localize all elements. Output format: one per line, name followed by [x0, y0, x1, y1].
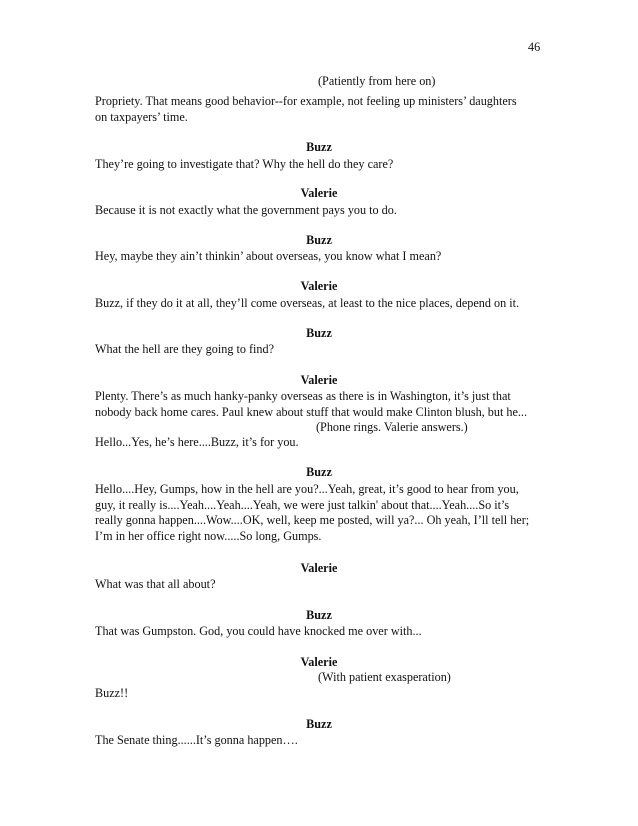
dialogue-line: Propriety. That means good behavior--for example, not feeling up ministers’ daughters — [95, 94, 517, 108]
dialogue-line: What was that all about? — [95, 577, 216, 591]
speaker-name: Buzz — [306, 717, 332, 731]
dialogue-line: Hello...Yes, he’s here....Buzz, it’s for you. — [95, 435, 299, 449]
dialogue-line: Buzz!! — [95, 686, 129, 700]
speaker-name: Valerie — [300, 655, 338, 669]
speaker-name: Buzz — [306, 140, 332, 154]
dialogue-line: Hello....Hey, Gumps, how in the hell are you?...Yeah, great, it’s good to hear from you, — [95, 482, 519, 496]
speaker-name: Valerie — [300, 561, 338, 575]
dialogue-text — [95, 435, 555, 451]
dialogue-text — [95, 577, 555, 593]
dialogue-line: They’re going to investigate that? Why the hell do they care? — [95, 157, 394, 171]
dialogue-line: Because it is not exactly what the government pays you to do. — [95, 203, 397, 217]
speaker-name: Valerie — [300, 186, 338, 200]
dialogue-line: really gonna happen....Wow....OK, well, keep me posted, will ya?... Oh yeah, I’ll tell her; — [95, 513, 530, 528]
page-number: 46 — [528, 40, 541, 54]
dialogue-text — [95, 203, 555, 219]
parenthetical: (With patient exasperation) — [318, 670, 451, 684]
dialogue-line: What the hell are they going to find? — [95, 342, 275, 356]
dialogue-text — [95, 296, 555, 312]
parenthetical: (Patiently from here on) — [318, 74, 436, 88]
parenthetical: (Phone rings. Valerie answers.) — [316, 420, 468, 434]
dialogue-text — [95, 482, 555, 544]
dialogue-text — [95, 733, 555, 749]
dialogue-line: The Senate thing......It’s gonna happen…. — [95, 733, 298, 747]
speaker-name: Valerie — [300, 279, 338, 293]
dialogue-text — [95, 157, 555, 173]
dialogue-line: I’m in her office right now.....So long, Gumps. — [95, 528, 322, 543]
dialogue-text — [95, 389, 555, 420]
speaker-name: Buzz — [306, 233, 332, 247]
dialogue-line: Hey, maybe they ain’t thinkin’ about overseas, you know what I mean? — [95, 249, 442, 263]
dialogue-line: Buzz, if they do it at all, they’ll come overseas, at least to the nice places, depend on it. — [95, 296, 520, 310]
dialogue-text — [95, 624, 555, 640]
dialogue-text — [95, 249, 555, 265]
dialogue-text — [95, 342, 555, 358]
dialogue-text — [95, 94, 555, 125]
dialogue-line: on taxpayers’ time. — [95, 109, 188, 124]
dialogue-line: Plenty. There’s as much hanky-panky overseas as there is in Washington, it’s just that — [95, 389, 511, 403]
dialogue-line: That was Gumpston. God, you could have knocked me over with... — [95, 624, 422, 638]
speaker-name: Buzz — [306, 465, 332, 479]
speaker-name: Buzz — [306, 608, 332, 622]
dialogue-line: guy, it really is....Yeah....Yeah....Yeah, we were just talkin' about that....Yeah....So it’s — [95, 497, 510, 512]
dialogue-text — [95, 686, 555, 702]
speaker-name: Buzz — [306, 326, 332, 340]
speaker-name: Valerie — [300, 373, 338, 387]
dialogue-line: nobody back home cares. Paul knew about stuff that would make Clinton blush, but he... — [95, 404, 528, 419]
